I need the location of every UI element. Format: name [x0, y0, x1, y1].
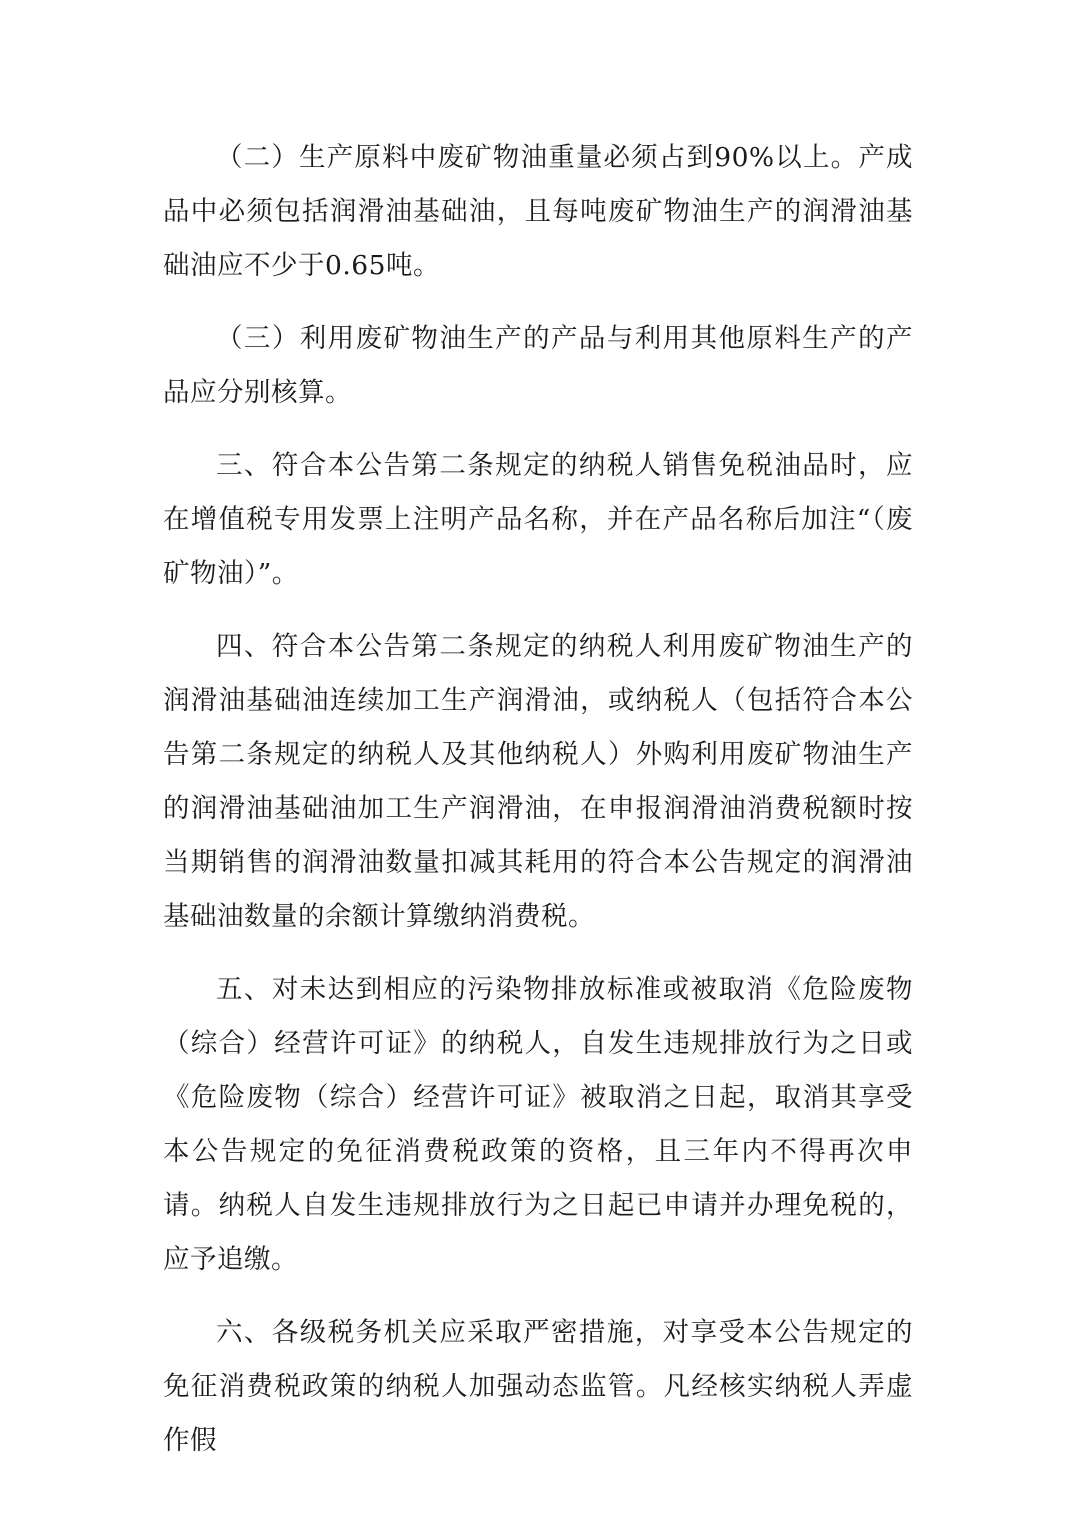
paragraph-section-5: 五、对未达到相应的污染物排放标准或被取消《危险废物（综合）经营许可证》的纳税人，自发生违规排放行为之日或《危险废物（综合）经营许可证》被取消之日起，取消其享受本公告规定的免征消费税政策的资格，且三年内不得再次申请。纳税人自发生违规排放行为之日起已申请并办理免税的，应予追缴。	[163, 974, 913, 1275]
paragraph-section-3: 三、符合本公告第二条规定的纳税人销售免税油品时，应在增值税专用发票上注明产品名称，并在产品名称后加注“（废矿物油）”。	[163, 450, 913, 589]
paragraph-section-4: 四、符合本公告第二条规定的纳税人利用废矿物油生产的润滑油基础油连续加工生产润滑油，或纳税人（包括符合本公告第二条规定的纳税人及其他纳税人）外购利用废矿物油生产的润滑油基础油加工生产润滑油，在申报润滑油消费税额时按当期销售的润滑油数量扣减其耗用的符合本公告规定的润滑油基础油数量的余额计算缴纳消费税。	[163, 631, 913, 932]
paragraph-item-2-sub: （二）生产原料中废矿物油重量必须占到90%以上。产成品中必须包括润滑油基础油，且每吨废矿物油生产的润滑油基础油应不少于0.65吨。	[163, 142, 913, 281]
paragraph-item-3-sub: （三）利用废矿物油生产的产品与利用其他原料生产的产品应分别核算。	[163, 323, 913, 408]
paragraph-section-6: 六、各级税务机关应采取严密措施，对享受本公告规定的免征消费税政策的纳税人加强动态监管。凡经核实纳税人弄虚作假	[163, 1317, 913, 1456]
document-body	[163, 131, 913, 1487]
